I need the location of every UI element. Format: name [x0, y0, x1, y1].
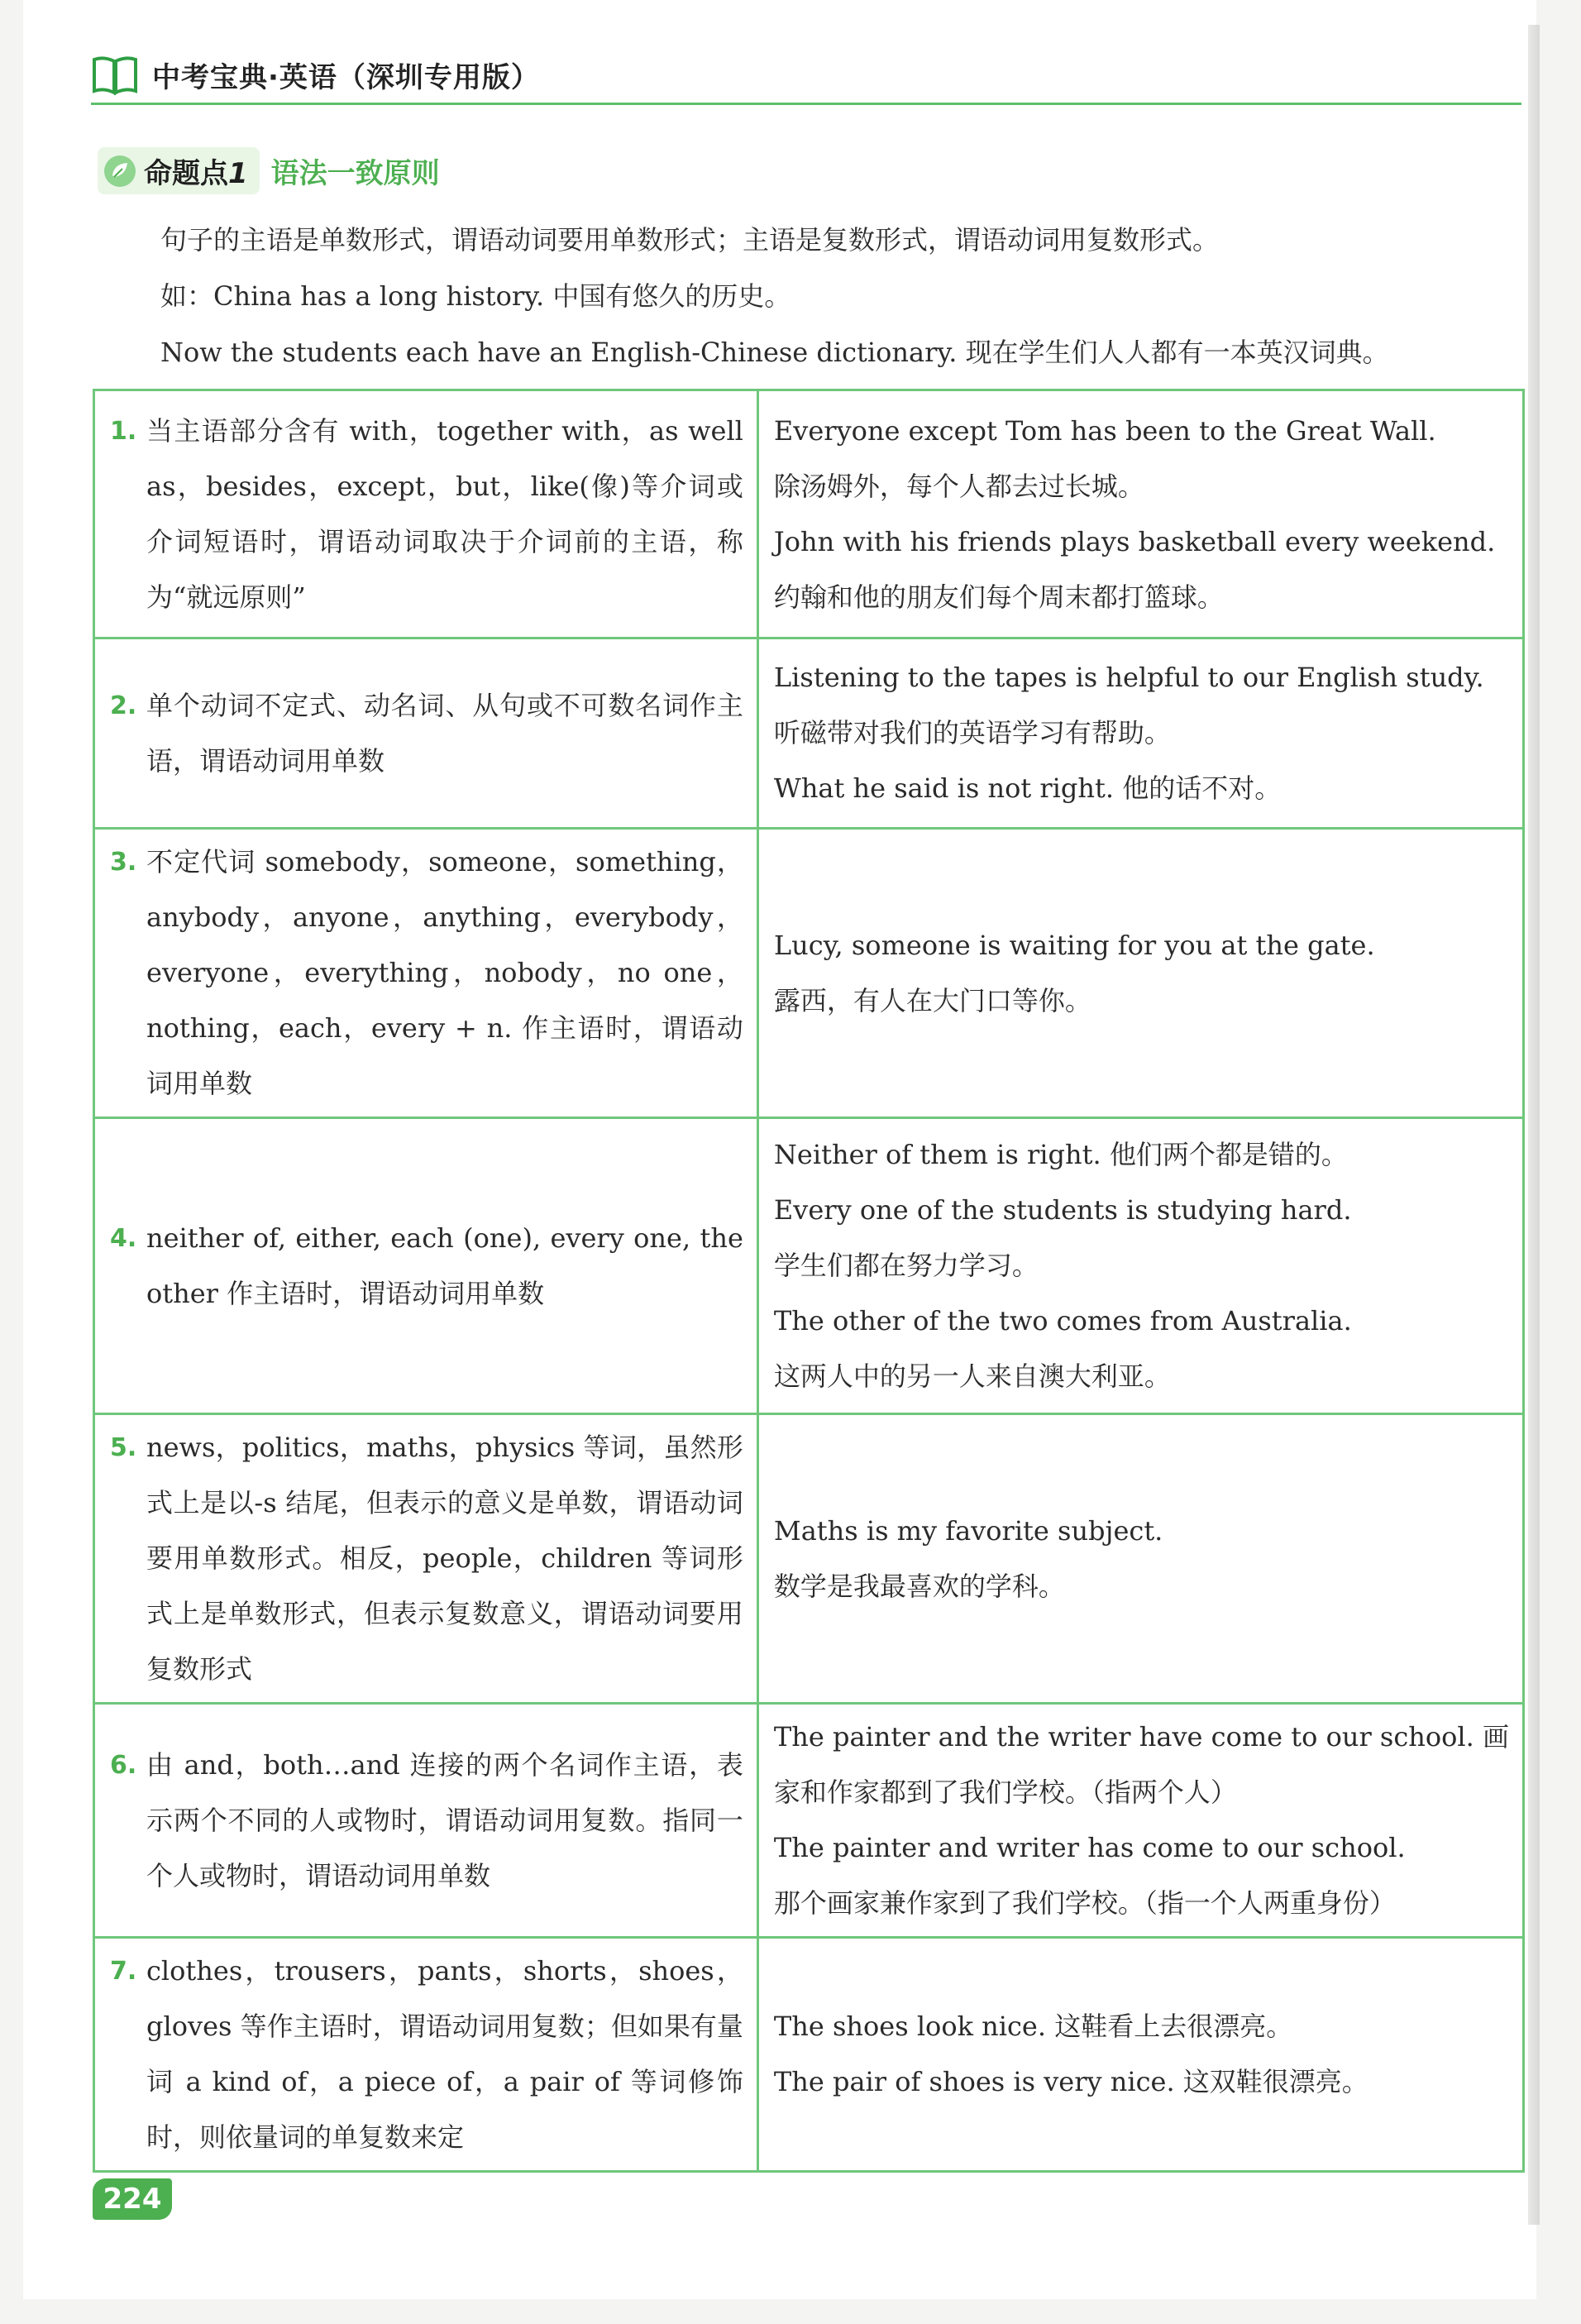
intro-line: Now the students each have an English-Chinese dictionary. 现在学生们人人都有一本英汉词典。: [160, 337, 1389, 368]
open-book-icon: [91, 53, 139, 96]
example-line: 那个画家兼作家到了我们学校。（指一个人两重身份）: [773, 1887, 1396, 1919]
table-row: [94, 390, 1524, 638]
rule-number: 5.: [110, 1433, 137, 1462]
rule-text: 单个动词不定式、动名词、从句或不可数名词作主语，谓语动词用单数: [146, 689, 743, 777]
example-line: What he said is not right. 他的话不对。: [773, 772, 1282, 804]
example-line: Every one of the students is studying hard.: [773, 1194, 1352, 1226]
example-line: The shoes look nice. 这鞋看上去很漂亮。: [773, 2011, 1293, 2042]
example-line: The other of the two comes from Australia.: [773, 1305, 1352, 1337]
rule-cell: [94, 390, 758, 638]
example-line: The pair of shoes is very nice. 这双鞋很漂亮。: [773, 2066, 1368, 2097]
rule-text: news，politics，maths，physics 等词，虽然形式上是以-s 结尾，但表示的意义是单数，谓语动词要用单数形式。相反，people，children 等词形式上是单数形式，但表示复数意义，谓语动词要用复数形式: [146, 1432, 743, 1685]
rule-cell: [94, 1414, 758, 1704]
intro-line: 句子的主语是单数形式，谓语动词要用单数形式；主语是复数形式，谓语动词用复数形式。: [160, 224, 1220, 256]
example-line: 数学是我最喜欢的学科。: [773, 1570, 1065, 1602]
leaf-badge-icon: [103, 154, 137, 189]
example-cell: [757, 1414, 1523, 1704]
example-line: Listening to the tapes is helpful to our English study.: [773, 662, 1484, 693]
example-line: Everyone except Tom has been to the Great Wall.: [773, 414, 1436, 447]
intro-line: 如：China has a long history. 中国有悠久的历史。: [160, 280, 791, 312]
example-cell: [757, 1118, 1523, 1414]
rule-text: 由 and，both…and 连接的两个名词作主语，表示两个不同的人或物时，谓语动词用复数。指同一个人或物时，谓语动词用单数: [146, 1748, 743, 1891]
example-line: 家和作家都到了我们学校。（指两个人）: [773, 1776, 1237, 1808]
example-line: Maths is my favorite subject.: [773, 1514, 1163, 1547]
example-line: The painter and writer has come to our school.: [773, 1832, 1406, 1863]
example-line: 这两人中的另一人来自澳大利亚。: [773, 1360, 1171, 1392]
rule-cell: [94, 829, 758, 1118]
example-cell: [757, 1704, 1523, 1938]
point-title: 语法一致原则: [270, 157, 440, 190]
running-header: [91, 50, 540, 99]
point-label-text: 命题点: [144, 157, 228, 190]
rule-cell: [94, 1938, 758, 2172]
table-row: [94, 829, 1524, 1118]
rule-cell: [94, 1118, 758, 1414]
example-cell: [757, 390, 1523, 638]
page-number: 224: [93, 2178, 172, 2220]
example-cell: [757, 638, 1523, 829]
rule-text: 不定代词 somebody，someone，something，anybody，anyone，anything，everybody，everyone，everything，nobody，no one，nothing，each，every + n. 作主语时，谓语动词用单数: [146, 846, 743, 1099]
rule-number: 2.: [110, 691, 137, 720]
section-heading: [98, 147, 440, 194]
rule-text: neither of, either, each (one), every one, the other 作主语时，谓语动词用单数: [146, 1222, 743, 1309]
header-divider: [91, 103, 1521, 105]
point-badge: [98, 147, 260, 194]
example-line: 除汤姆外，每个人都去过长城。: [773, 470, 1144, 502]
rule-cell: [94, 638, 758, 829]
point-number: 1: [228, 157, 248, 190]
example-line: The painter and the writer have come to our school. 画: [773, 1721, 1509, 1753]
example-line: John with his friends plays basketball every weekend.: [773, 525, 1496, 557]
point-label: [144, 151, 248, 191]
table-row: [94, 1118, 1524, 1414]
rule-number: 1.: [110, 416, 137, 446]
rule-cell: [94, 1704, 758, 1938]
rule-text: clothes，trousers，pants，shorts，shoes，gloves 等作主语时，谓语动词用复数；但如果有量词 a kind of，a piece of，a pair of 等词修饰时，则依量词的单复数来定: [146, 1955, 743, 2153]
table-row: [94, 1704, 1524, 1938]
example-line: 约翰和他的朋友们每个周末都打篮球。: [773, 581, 1224, 613]
example-line: 听磁带对我们的英语学习有帮助。: [773, 717, 1171, 748]
example-line: 露西，有人在大门口等你。: [773, 984, 1091, 1016]
example-line: Lucy, someone is waiting for you at the gate.: [773, 929, 1375, 961]
rules-table: [93, 389, 1525, 2173]
rule-number: 4.: [110, 1223, 137, 1253]
rule-number: 7.: [110, 1957, 137, 1986]
example-cell: [757, 1938, 1523, 2172]
table-row: [94, 638, 1524, 829]
example-line: 学生们都在努力学习。: [773, 1250, 1039, 1281]
table-row: [94, 1938, 1524, 2172]
table-row: [94, 1414, 1524, 1704]
example-cell: [757, 829, 1523, 1118]
book-spine-shadow: [1528, 25, 1540, 2225]
rule-text: 当主语部分含有 with，together with，as well as，besides，except，but，like(像)等介词或介词短语时，谓语动词取决于介词前的主语，称为“就远原则”: [146, 414, 743, 613]
example-line: Neither of them is right. 他们两个都是错的。: [773, 1139, 1348, 1170]
intro-paragraph: [160, 212, 1517, 380]
rule-number: 3.: [110, 848, 137, 877]
header-title: 中考宝典·英语（深圳专用版）: [152, 60, 540, 94]
rule-number: 6.: [110, 1750, 137, 1780]
